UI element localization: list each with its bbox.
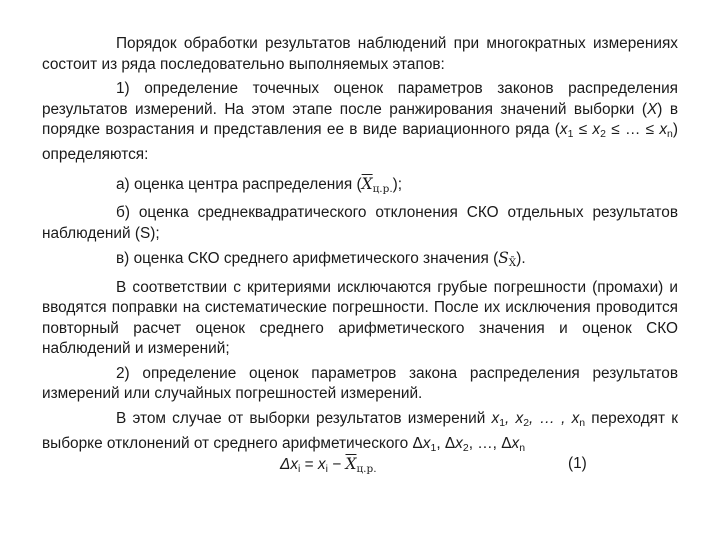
item-a-text: а) оценка центра распределения ( — [116, 175, 362, 193]
series-xn: x — [659, 121, 668, 138]
series-sub-2: 2 — [600, 128, 606, 140]
paragraph-stage2 — [42, 364, 678, 405]
center-estimate-sub: ц.р. — [372, 182, 393, 195]
stage1-text-c: ) определяются: — [42, 121, 678, 164]
item-a-end: ); — [392, 175, 403, 193]
formula-equals: = — [300, 456, 318, 473]
formula-minus: − — [327, 456, 346, 473]
paragraph-correction — [42, 278, 678, 360]
center-estimate-symbol: $\overline{X}$ — [361, 174, 373, 193]
dev-xn: x — [571, 409, 580, 427]
paragraph-item-b — [42, 203, 678, 244]
sko-mean-symbol: S — [498, 249, 509, 268]
stage2-text: 2) определение оценок параметров закона распределения результатов измерений или случайных погрешностей измерений. — [42, 364, 678, 403]
dev-dx2: x — [455, 435, 463, 453]
formula-deviation — [280, 455, 377, 475]
dev-sep2: , … , — [529, 409, 572, 427]
correction-text: В соответствии с критериями исключаются грубые погрешности (промахи) и вводятся поправки на систематические погрешности. После их исключения проводится повторный расчет оценок среднего арифметического значения и оценок СКО наблюдений и измерений; — [42, 278, 678, 358]
paragraph-deviations — [42, 409, 678, 460]
formula-delta: Δ — [280, 456, 291, 473]
formula-lhs-x: x — [290, 456, 299, 473]
paragraph-item-c — [42, 248, 678, 273]
dev-x2: x — [515, 409, 524, 427]
deviations-text-a: В этом случае от выборки результатов измерений — [116, 409, 492, 427]
series-le: ≤ — [573, 121, 593, 138]
dev-dsub-2: 2 — [462, 443, 469, 455]
series-sub-n: n — [667, 128, 673, 140]
dev-dx1: x — [422, 435, 431, 453]
paragraph-stage1 — [42, 79, 678, 166]
paragraph-intro — [42, 34, 678, 75]
item-c-text: в) оценка СКО среднего арифметического значения ( — [116, 250, 499, 268]
sample-symbol: X — [646, 100, 658, 118]
series-x1: x — [559, 121, 568, 138]
stage1-text-a: 1) определение точечных оценок параметров законов распределения результатов измерений. На этом этапе после ранжирования значений выборки ( — [42, 80, 678, 118]
item-c-end: ). — [516, 250, 526, 268]
formula-center-symbol: $\overline{X}$ — [345, 455, 357, 473]
dev-x1: x — [491, 409, 500, 427]
series-mid: ≤ … ≤ — [605, 121, 660, 138]
series-sub-1: 1 — [567, 128, 574, 140]
dev-sep1: , — [505, 409, 516, 427]
dev-sub-1: 1 — [499, 417, 506, 429]
dev-dsub-1: 1 — [430, 443, 437, 455]
intro-text: Порядок обработки результатов наблюдений при многократных измерениях состоит из ряда последовательно выполняемых этапов: — [42, 35, 678, 73]
series-x2: x — [592, 121, 601, 138]
dev-dxn: x — [511, 435, 520, 453]
paragraph-item-a — [42, 174, 678, 199]
formula-center-sub: ц.р. — [356, 462, 377, 475]
deviations-text-b: переходят к выборке отклонений от среднего арифметического Δ — [42, 409, 678, 453]
formula-rhs-x: x — [317, 456, 326, 473]
formula-rhs-i: i — [325, 463, 328, 475]
item-b-text: б) оценка среднеквадратического отклонения СКО отдельных результатов наблюдений (S); — [42, 204, 678, 242]
equation-number: (1) — [568, 455, 587, 472]
stage1-text-b: ) в порядке возрастания и представления ее в виде вариационного ряда ( — [42, 100, 679, 138]
sko-mean-sub: X̄ — [508, 257, 517, 270]
dev-dsep2: , …, Δ — [468, 435, 512, 453]
dev-dsep1: , Δ — [436, 435, 456, 453]
document-body — [42, 34, 678, 460]
formula-lhs-i: i — [298, 463, 301, 475]
dev-sub-n: n — [579, 417, 586, 429]
dev-sub-2: 2 — [523, 417, 530, 429]
dev-dsub-n: n — [519, 443, 526, 455]
